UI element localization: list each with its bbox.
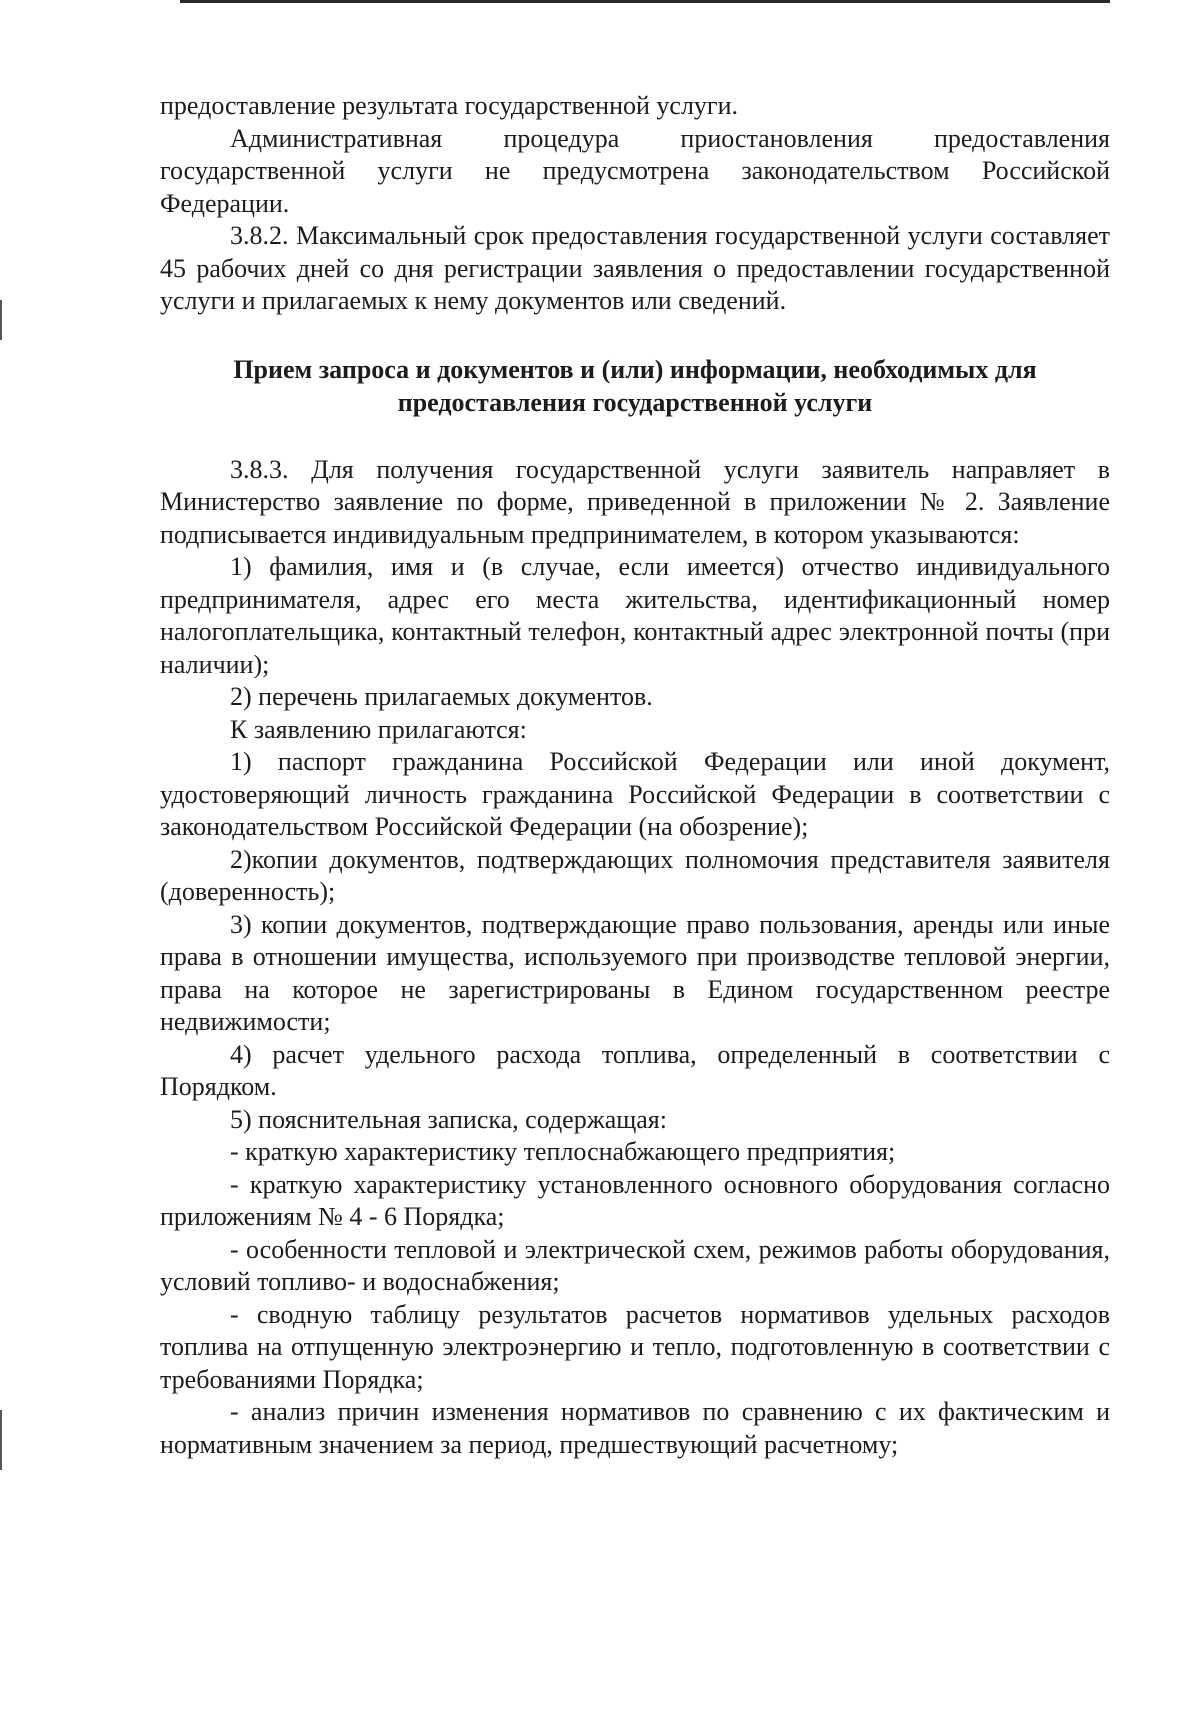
list-item: - анализ причин изменения нормативов по сравнению с их фактическим и нормативным значением за период, предшествующий расчетному; (160, 1397, 1110, 1459)
list-item: - краткую характеристику теплоснабжающего предприятия; (230, 1137, 896, 1166)
paragraph: предоставление результата государственной услуги. (160, 91, 739, 120)
list-item: - краткую характеристику установленного основного оборудования согласно приложениям № 4 - 6 Порядка; (160, 1169, 1110, 1231)
scan-edge-mark (0, 300, 2, 340)
scan-top-border (180, 0, 1110, 3)
list-item: - сводную таблицу результатов расчетов нормативов удельных расходов топлива на отпущенную электроэнергию и тепло, подготовленную в соответствии с требованиями Порядка; (160, 1299, 1110, 1394)
list-item: 1) фамилия, имя и (в случае, если имеется) отчество индивидуального предпринимателя, адрес его места жительства, идентификационный номер налогоплательщика, контактный телефон, контактный адрес электронной почты (при наличии); (160, 552, 1110, 679)
paragraph: 3.8.2. Максимальный срок предоставления государственной услуги составляет 45 рабочих дней со дня регистрации заявления о предоставлении государственной услуги и прилагаемых к нему документов или сведений. (160, 221, 1110, 315)
list-item: 1) паспорт гражданина Российской Федерации или иной документ, удостоверяющий личность гражданина Российской Федерации в соответствии с законодательством Российской Федерации (на обозрение); (160, 747, 1110, 841)
list-item: 5) пояснительная записка, содержащая: (230, 1104, 667, 1134)
list-item: - особенности тепловой и электрической схем, режимов работы оборудования, условий топливо- и водоснабжения; (160, 1234, 1110, 1296)
document-page (160, 90, 1110, 1461)
scan-edge-mark (0, 1410, 2, 1470)
list-item: 2) перечень прилагаемых документов. (230, 682, 653, 711)
list-item: 4) расчет удельного расхода топлива, определенный в соответствии с Порядком. (160, 1039, 1110, 1101)
paragraph: 3.8.3. Для получения государственной услуги заявитель направляет в Министерство заявление по форме, приведенной в приложении № 2. Заявление подписывается индивидуальным предпринимателем, в котором указываются: (160, 454, 1110, 549)
paragraph: Административная процедура приостановления предоставления государственной услуги не предусмотрена законодательством Российской Федерации. (160, 123, 1110, 218)
list-item: 2)копии документов, подтверждающих полномочия представителя заявителя (доверенность); (160, 844, 1110, 906)
paragraph: К заявлению прилагаются: (230, 714, 527, 744)
section-heading: Прием запроса и документов и (или) информации, необходимых для предоставления государственной услуги (233, 354, 1037, 417)
list-item: 3) копии документов, подтверждающие право пользования, аренды или иные права в отношении имущества, используемого при производстве тепловой энергии, права на которое не зарегистрированы в Едином государственном реестре недвижимости; (160, 909, 1110, 1036)
